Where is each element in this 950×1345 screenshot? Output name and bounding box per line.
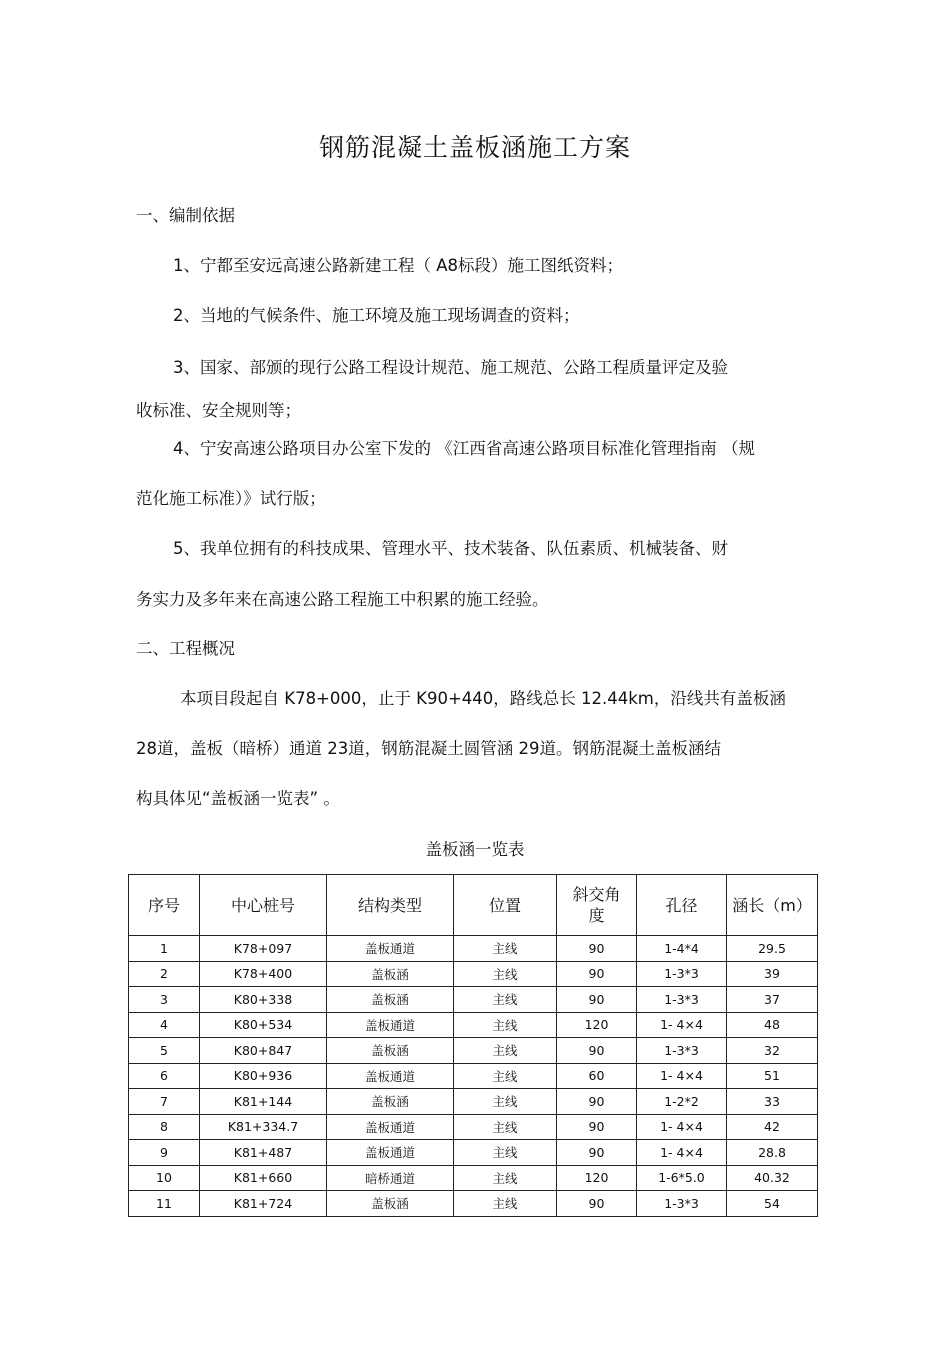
table-row: [129, 1165, 818, 1191]
table-cell: 主线: [454, 1165, 557, 1191]
table-cell: 主线: [454, 936, 557, 962]
table-cell: K80+936: [200, 1063, 327, 1089]
table-cell: 29.5: [727, 936, 818, 962]
table-cell: 32: [727, 1038, 818, 1064]
table-row: [129, 1063, 818, 1089]
basis-item-5: 5、我单位拥有的科技成果、管理水平、技术装备、队伍素质、机械装备、财: [173, 539, 728, 558]
table-cell: 1-3*3: [637, 961, 727, 987]
basis-item-5-cont: 务实力及多年来在高速公路工程施工中积累的施工经验。: [136, 590, 549, 609]
table-cell: K80+534: [200, 1012, 327, 1038]
table-cell: 9: [129, 1140, 200, 1166]
table-cell: 1: [129, 936, 200, 962]
table-cell: 1-6*5.0: [637, 1165, 727, 1191]
header-cell: 结构类型: [327, 875, 454, 936]
table-cell: 33: [727, 1089, 818, 1115]
table-cell: 盖板涵: [327, 1038, 454, 1064]
table-cell: 8: [129, 1114, 200, 1140]
table-cell: 60: [557, 1063, 637, 1089]
table-cell: 54: [727, 1191, 818, 1217]
table-cell: 1-3*3: [637, 987, 727, 1013]
table-row: [129, 987, 818, 1013]
table-cell: 1-3*3: [637, 1038, 727, 1064]
table-row: [129, 961, 818, 987]
basis-item-4: 4、宁安高速公路项目办公室下发的 《江西省高速公路项目标准化管理指南 （规: [173, 439, 755, 458]
basis-item-3: 3、国家、部颁的现行公路工程设计规范、施工规范、公路工程质量评定及验: [173, 358, 728, 377]
table-row: [129, 936, 818, 962]
header-cell: 孔径: [637, 875, 727, 936]
table-cell: 主线: [454, 1038, 557, 1064]
header-cell: 序号: [129, 875, 200, 936]
table-cell: 1-2*2: [637, 1089, 727, 1115]
table-cell: 90: [557, 1191, 637, 1217]
table-cell: 90: [557, 987, 637, 1013]
table-row: [129, 1191, 818, 1217]
table-cell: 1- 4×4: [637, 1140, 727, 1166]
table-cell: 37: [727, 987, 818, 1013]
table-body: [129, 936, 818, 1217]
table-cell: 主线: [454, 1140, 557, 1166]
table-cell: 1-3*3: [637, 1191, 727, 1217]
table-cell: 主线: [454, 1063, 557, 1089]
table-cell: 盖板通道: [327, 936, 454, 962]
table-cell: 1- 4×4: [637, 1114, 727, 1140]
table-caption: 盖板涵一览表: [425, 840, 525, 859]
table-cell: 6: [129, 1063, 200, 1089]
section-heading-overview: 二、工程概况: [136, 639, 235, 658]
table-cell: 42: [727, 1114, 818, 1140]
table-cell: 盖板通道: [327, 1114, 454, 1140]
table-cell: 90: [557, 1140, 637, 1166]
table-cell: 1-4*4: [637, 936, 727, 962]
table-cell: 51: [727, 1063, 818, 1089]
table-cell: 盖板涵: [327, 961, 454, 987]
table-cell: 盖板涵: [327, 1089, 454, 1115]
table-cell: 2: [129, 961, 200, 987]
table-cell: 7: [129, 1089, 200, 1115]
table-row: [129, 1012, 818, 1038]
table-cell: 10: [129, 1165, 200, 1191]
table-cell: K81+144: [200, 1089, 327, 1115]
header-cell: 位置: [454, 875, 557, 936]
table-cell: 主线: [454, 961, 557, 987]
basis-item-4-cont: 范化施工标准）》试行版；: [136, 489, 326, 508]
overview-line-2: 28道，盖板（暗桥）通道 23道，钢筋混凝土圆管涵 29道。钢筋混凝土盖板涵结: [136, 739, 721, 758]
table-cell: 4: [129, 1012, 200, 1038]
basis-item-2: 2、当地的气候条件、施工环境及施工现场调查的资料；: [173, 306, 580, 325]
table-cell: 5: [129, 1038, 200, 1064]
section-heading-basis: 一、编制依据: [136, 206, 235, 225]
table-cell: 盖板涵: [327, 987, 454, 1013]
table-cell: 暗桥通道: [327, 1165, 454, 1191]
table-cell: 90: [557, 1089, 637, 1115]
document-title: 钢筋混凝土盖板涵施工方案: [318, 133, 631, 162]
table-cell: K81+724: [200, 1191, 327, 1217]
table-row: [129, 1089, 818, 1115]
table-cell: K80+338: [200, 987, 327, 1013]
table-cell: 盖板通道: [327, 1012, 454, 1038]
table-cell: 120: [557, 1165, 637, 1191]
table-row: [129, 1038, 818, 1064]
header-cell: 中心桩号: [200, 875, 327, 936]
basis-item-1: 1、宁都至安远高速公路新建工程（ A8标段）施工图纸资料；: [173, 256, 624, 275]
table-cell: 盖板通道: [327, 1140, 454, 1166]
table-cell: 48: [727, 1012, 818, 1038]
basis-item-3-cont: 收标准、安全规则等；: [136, 401, 301, 420]
table-cell: 主线: [454, 1089, 557, 1115]
table-cell: K81+660: [200, 1165, 327, 1191]
table-cell: 90: [557, 936, 637, 962]
table-cell: K81+334.7: [200, 1114, 327, 1140]
table-cell: 90: [557, 961, 637, 987]
table-row: [129, 1140, 818, 1166]
table-cell: 盖板涵: [327, 1191, 454, 1217]
culvert-table: [128, 874, 818, 1217]
table-cell: K80+847: [200, 1038, 327, 1064]
table-cell: 主线: [454, 1191, 557, 1217]
table-cell: 90: [557, 1038, 637, 1064]
table-cell: 1- 4×4: [637, 1063, 727, 1089]
table-header-row: [129, 875, 818, 936]
overview-line-1: 本项目段起自 K78+000，止于 K90+440，路线总长 12.44km，沿线共有盖板涵: [180, 689, 786, 708]
header-cell: 斜交角度: [557, 875, 637, 936]
table-cell: 40.32: [727, 1165, 818, 1191]
header-cell: 涵长（m）: [727, 875, 818, 936]
table-cell: 11: [129, 1191, 200, 1217]
table-cell: K78+097: [200, 936, 327, 962]
table-cell: 主线: [454, 1114, 557, 1140]
table-cell: 28.8: [727, 1140, 818, 1166]
table-cell: K81+487: [200, 1140, 327, 1166]
table-cell: 主线: [454, 987, 557, 1013]
table-cell: 1- 4×4: [637, 1012, 727, 1038]
table-cell: 3: [129, 987, 200, 1013]
table-row: [129, 1114, 818, 1140]
overview-line-3: 构具体见“盖板涵一览表” 。: [136, 789, 340, 808]
table-cell: 120: [557, 1012, 637, 1038]
table-cell: K78+400: [200, 961, 327, 987]
table-cell: 39: [727, 961, 818, 987]
table-cell: 90: [557, 1114, 637, 1140]
table-cell: 主线: [454, 1012, 557, 1038]
table-cell: 盖板通道: [327, 1063, 454, 1089]
